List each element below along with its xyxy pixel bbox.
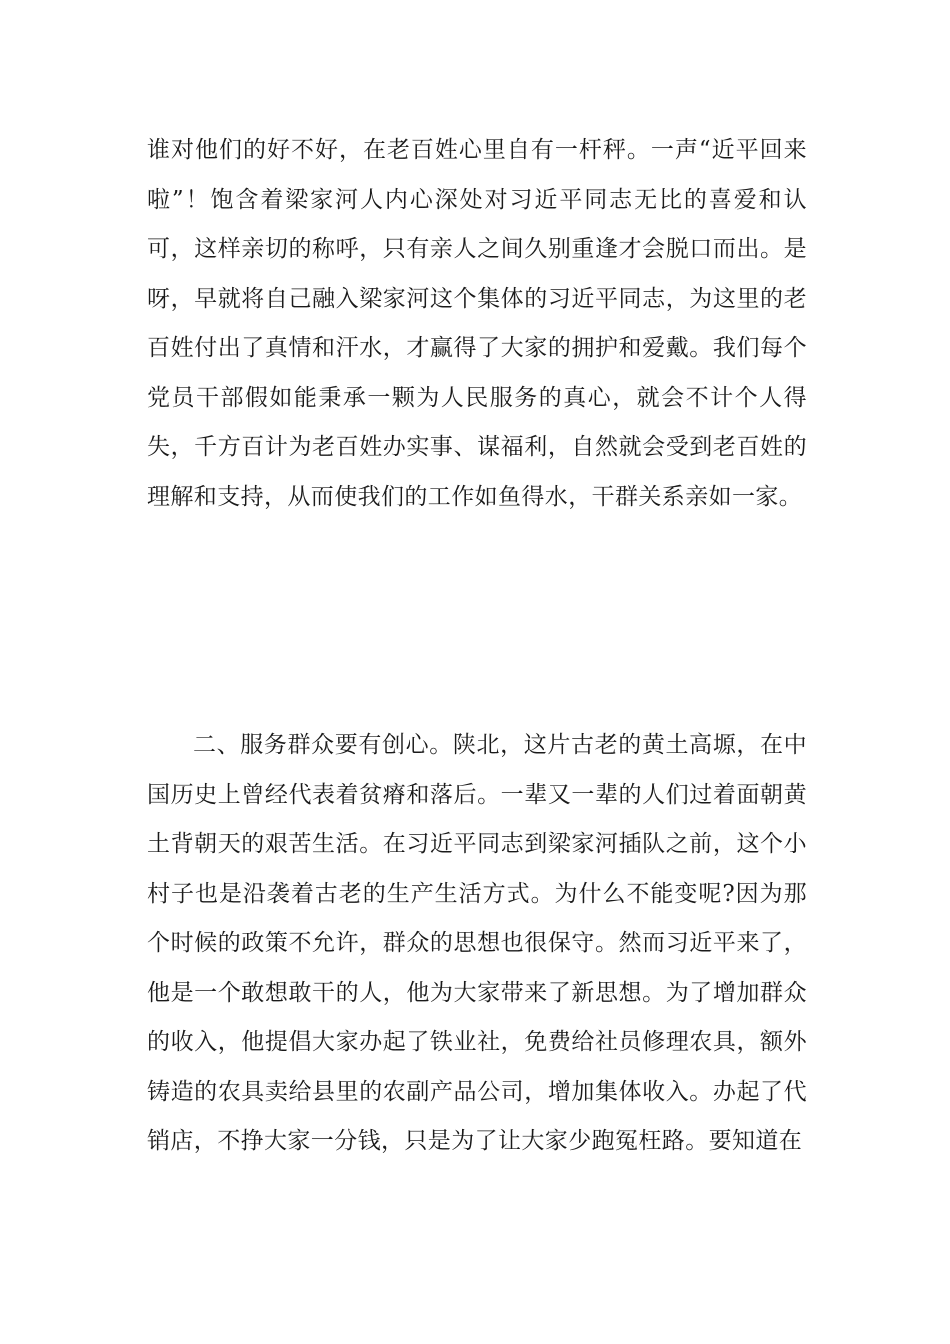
paragraph-section-two: 二、服务群众要有创心。陕北，这片古老的黄土高塬，在中国历史上曾经代表着贫瘠和落后。一辈又一辈的人们过着面朝黄土背朝天的艰苦生活。在习近平同志到梁家河插队之前，这个小村子也是沿袭着古老的生产生活方式。为什么不能变呢?因为那个时候的政策不允许，群众的思想也很保守。然而习近平来了，他是一个敢想敢干的人，他为大家带来了新思想。为了增加群众的收入，他提倡大家办起了铁业社，免费给社员修理农具，额外铸造的农具卖给县里的农副产品公司，增加集体收入。办起了代销店，不挣大家一分钱，只是为了让大家少跑冤枉路。要知道在 xyxy=(147,732,807,1154)
paragraph-continuation: 谁对他们的好不好，在老百姓心里自有一杆秤。一声“近平回来啦”！饱含着梁家河人内心深处对习近平同志无比的喜爱和认可，这样亲切的称呼，只有亲人之间久别重逢才会脱口而出。是呀，早就将自己融入梁家河这个集体的习近平同志，为这里的老百姓付出了真情和汗水，才赢得了大家的拥护和爱戴。我们每个党员干部假如能秉承一颗为人民服务的真心，就会不计个人得失，千方百计为老百姓办实事、谋福利，自然就会受到老百姓的理解和支持，从而使我们的工作如鱼得水，干群关系亲如一家。 xyxy=(147,137,807,510)
